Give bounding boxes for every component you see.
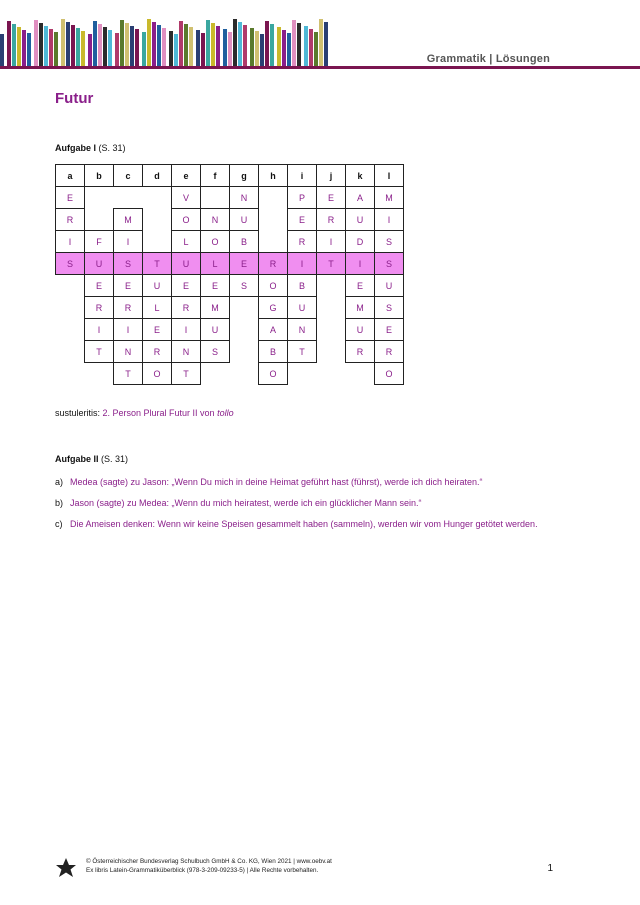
grid-letter-cell: B bbox=[288, 275, 317, 297]
crossword-grid bbox=[55, 164, 404, 385]
grid-letter-cell: S bbox=[56, 253, 85, 275]
grid-letter-cell: U bbox=[172, 253, 201, 275]
grid-solution-row bbox=[56, 253, 404, 275]
book-spine bbox=[287, 33, 291, 68]
book-spine bbox=[179, 21, 183, 68]
grid-letter-cell: I bbox=[56, 231, 85, 253]
grid-letter-cell: V bbox=[172, 187, 201, 209]
grid-empty-cell bbox=[56, 319, 85, 341]
grid-letter-cell: N bbox=[230, 187, 259, 209]
answer-c bbox=[55, 518, 555, 530]
grid-row bbox=[56, 187, 404, 209]
grid-empty-cell bbox=[346, 363, 375, 385]
book-spine bbox=[98, 24, 102, 68]
grid-empty-cell bbox=[317, 319, 346, 341]
book-spine bbox=[238, 22, 242, 68]
grid-letter-cell: L bbox=[172, 231, 201, 253]
book-spine bbox=[255, 31, 259, 68]
grid-empty-cell bbox=[56, 363, 85, 385]
answer-text: Medea (sagte) zu Jason: „Wenn Du mich in deine Heimat geführt hast (führst), werde ich dich heiraten.“ bbox=[70, 477, 483, 487]
grid-letter-cell: E bbox=[201, 275, 230, 297]
grid-letter-cell: M bbox=[346, 297, 375, 319]
bookshelf-banner bbox=[0, 18, 330, 68]
grid-letter-cell: I bbox=[85, 319, 114, 341]
answer-b bbox=[55, 497, 555, 509]
solution-line bbox=[55, 408, 234, 418]
book-spine bbox=[125, 23, 129, 68]
answer-text: Die Ameisen denken: Wenn wir keine Speisen gesammelt haben (sammeln), werden wir vom Hunger getötet werden. bbox=[70, 519, 538, 529]
grid-letter-cell: I bbox=[288, 253, 317, 275]
grid-letter-cell: M bbox=[114, 209, 143, 231]
grid-letter-cell: U bbox=[143, 275, 172, 297]
book-spine bbox=[265, 21, 269, 68]
grid-letter-cell: O bbox=[143, 363, 172, 385]
book-spine bbox=[314, 32, 318, 68]
grid-empty-cell bbox=[317, 297, 346, 319]
grid-letter-cell: S bbox=[375, 253, 404, 275]
grid-column-header: g bbox=[230, 165, 259, 187]
grid-letter-cell: R bbox=[143, 341, 172, 363]
grid-letter-cell: O bbox=[375, 363, 404, 385]
grid-empty-cell bbox=[259, 209, 288, 231]
grid-row bbox=[56, 297, 404, 319]
book-spine bbox=[130, 26, 134, 68]
book-spine bbox=[201, 33, 205, 68]
grid-column-header: h bbox=[259, 165, 288, 187]
grid-letter-cell: B bbox=[230, 231, 259, 253]
book-spine bbox=[174, 34, 178, 68]
grid-letter-cell: R bbox=[114, 297, 143, 319]
grid-letter-cell: N bbox=[172, 341, 201, 363]
header-title: Grammatik | Lösungen bbox=[426, 53, 550, 65]
task2-heading bbox=[55, 454, 128, 464]
grid-letter-cell: A bbox=[259, 319, 288, 341]
grid-empty-cell bbox=[317, 341, 346, 363]
book-spine bbox=[216, 26, 220, 68]
grid-letter-cell: U bbox=[230, 209, 259, 231]
grid-letter-cell: E bbox=[375, 319, 404, 341]
book-spine bbox=[7, 21, 11, 68]
solution-verb: tollo bbox=[217, 408, 234, 418]
book-spine bbox=[260, 34, 264, 68]
book-spine bbox=[270, 24, 274, 68]
book-spine bbox=[184, 24, 188, 68]
book-spine bbox=[304, 26, 308, 68]
grid-letter-cell: L bbox=[201, 253, 230, 275]
grid-letter-cell: N bbox=[288, 319, 317, 341]
grid-empty-cell bbox=[230, 341, 259, 363]
book-spine bbox=[0, 34, 4, 68]
answer-letter: c) bbox=[55, 519, 63, 529]
grid-letter-cell: A bbox=[346, 187, 375, 209]
grid-letter-cell: R bbox=[56, 209, 85, 231]
grid-letter-cell: I bbox=[114, 231, 143, 253]
book-spine bbox=[206, 20, 210, 68]
grid-empty-cell bbox=[259, 231, 288, 253]
footer-copyright bbox=[86, 857, 332, 875]
book-spine bbox=[93, 21, 97, 68]
grid-letter-cell: E bbox=[143, 319, 172, 341]
book-spine bbox=[108, 30, 112, 68]
grid-letter-cell: M bbox=[375, 187, 404, 209]
grid-letter-cell: U bbox=[375, 275, 404, 297]
grid-letter-cell: U bbox=[85, 253, 114, 275]
answer-letter: a) bbox=[55, 477, 64, 487]
grid-letter-cell: E bbox=[288, 209, 317, 231]
grid-empty-cell bbox=[143, 209, 172, 231]
grid-letter-cell: O bbox=[259, 275, 288, 297]
grid-column-header: a bbox=[56, 165, 85, 187]
grid-empty-cell bbox=[201, 363, 230, 385]
book-spine bbox=[211, 23, 215, 68]
book-spine bbox=[39, 23, 43, 68]
grid-letter-cell: U bbox=[346, 319, 375, 341]
book-spine bbox=[233, 19, 237, 68]
page-number: 1 bbox=[547, 863, 553, 874]
book-spine bbox=[152, 22, 156, 68]
grid-letter-cell: I bbox=[172, 319, 201, 341]
book-spine bbox=[66, 22, 70, 68]
book-spine bbox=[61, 19, 65, 68]
book-spine bbox=[319, 19, 323, 68]
grid-column-header: d bbox=[143, 165, 172, 187]
grid-letter-cell: S bbox=[201, 341, 230, 363]
task1-heading-pages: (S. 31) bbox=[96, 143, 126, 153]
book-spine bbox=[228, 32, 232, 68]
grid-letter-cell: I bbox=[346, 253, 375, 275]
book-spine bbox=[189, 27, 193, 68]
grid-letter-cell: R bbox=[259, 253, 288, 275]
grid-row bbox=[56, 363, 404, 385]
grid-empty-cell bbox=[230, 319, 259, 341]
grid-empty-cell bbox=[85, 209, 114, 231]
grid-letter-cell: S bbox=[375, 297, 404, 319]
grid-letter-cell: G bbox=[259, 297, 288, 319]
grid-letter-cell: E bbox=[56, 187, 85, 209]
book-spine bbox=[157, 25, 161, 68]
book-spine bbox=[81, 31, 85, 68]
grid-letter-cell: E bbox=[230, 253, 259, 275]
grid-letter-cell: T bbox=[317, 253, 346, 275]
grid-letter-cell: O bbox=[172, 209, 201, 231]
book-spine bbox=[292, 20, 296, 68]
grid-letter-cell: E bbox=[85, 275, 114, 297]
task2-heading-pages: (S. 31) bbox=[98, 454, 129, 464]
grid-letter-cell: T bbox=[288, 341, 317, 363]
grid-empty-cell bbox=[85, 363, 114, 385]
book-spine bbox=[54, 32, 58, 68]
grid-letter-cell: L bbox=[143, 297, 172, 319]
book-spine bbox=[309, 29, 313, 68]
grid-empty-cell bbox=[230, 297, 259, 319]
grid-letter-cell: R bbox=[317, 209, 346, 231]
grid-letter-cell: U bbox=[288, 297, 317, 319]
grid-letter-cell: I bbox=[375, 209, 404, 231]
grid-letter-cell: R bbox=[85, 297, 114, 319]
answer-text: Jason (sagte) zu Medea: „Wenn du mich heiratest, werde ich ein glücklicher Mann sein.“ bbox=[70, 498, 422, 508]
grid-letter-cell: P bbox=[288, 187, 317, 209]
grid-row bbox=[56, 341, 404, 363]
grid-empty-cell bbox=[56, 297, 85, 319]
book-spine bbox=[17, 27, 21, 68]
grid-letter-cell: R bbox=[288, 231, 317, 253]
grid-letter-cell: R bbox=[172, 297, 201, 319]
grid-column-header: e bbox=[172, 165, 201, 187]
grid-empty-cell bbox=[56, 275, 85, 297]
grid-empty-cell bbox=[114, 187, 143, 209]
book-spine bbox=[135, 29, 139, 68]
grid-letter-cell: O bbox=[259, 363, 288, 385]
task2-heading-bold: Aufgabe II bbox=[55, 454, 99, 464]
grid-letter-cell: T bbox=[172, 363, 201, 385]
answers-list bbox=[55, 476, 555, 539]
task1-heading-bold: Aufgabe I bbox=[55, 143, 97, 153]
grid-letter-cell: D bbox=[346, 231, 375, 253]
grid-column-header: l bbox=[375, 165, 404, 187]
book-spine bbox=[297, 23, 301, 68]
book-spine bbox=[142, 32, 146, 68]
grid-row bbox=[56, 319, 404, 341]
grid-letter-cell: E bbox=[317, 187, 346, 209]
book-spine bbox=[49, 29, 53, 68]
grid-row bbox=[56, 209, 404, 231]
book-spine bbox=[12, 24, 16, 68]
book-spine bbox=[71, 25, 75, 68]
grid-empty-cell bbox=[317, 275, 346, 297]
grid-letter-cell: M bbox=[201, 297, 230, 319]
grid-column-header: b bbox=[85, 165, 114, 187]
header-rule bbox=[0, 66, 640, 69]
grid-letter-cell: F bbox=[85, 231, 114, 253]
task1-heading bbox=[55, 143, 126, 153]
grid-letter-cell: T bbox=[85, 341, 114, 363]
footer-line-1: © Österreichischer Bundesverlag Schulbuch GmbH & Co. KG, Wien 2021 | www.oebv.at bbox=[86, 858, 332, 865]
grid-letter-cell: R bbox=[346, 341, 375, 363]
grid-letter-cell: N bbox=[201, 209, 230, 231]
grid-column-header: i bbox=[288, 165, 317, 187]
grid-letter-cell: E bbox=[172, 275, 201, 297]
book-spine bbox=[27, 33, 31, 68]
grid-letter-cell: S bbox=[230, 275, 259, 297]
grid-letter-cell: T bbox=[143, 253, 172, 275]
grid-column-header: f bbox=[201, 165, 230, 187]
book-spine bbox=[196, 30, 200, 68]
grid-letter-cell: O bbox=[201, 231, 230, 253]
book-spine bbox=[169, 31, 173, 68]
book-spine bbox=[120, 20, 124, 68]
grid-column-header: c bbox=[114, 165, 143, 187]
grid-empty-cell bbox=[143, 231, 172, 253]
book-spine bbox=[277, 27, 281, 68]
grid-row bbox=[56, 231, 404, 253]
footer-line-2: Ex libris Latein-Grammatiküberblick (978-3-209-09233-5) | Alle Rechte vorbehalten. bbox=[86, 867, 319, 874]
grid-letter-cell: B bbox=[259, 341, 288, 363]
book-spine bbox=[162, 28, 166, 68]
grid-empty-cell bbox=[85, 187, 114, 209]
book-spine bbox=[22, 30, 26, 68]
grid-empty-cell bbox=[259, 187, 288, 209]
solution-word: sustuleritis: bbox=[55, 408, 103, 418]
publisher-logo-icon bbox=[55, 857, 77, 879]
grid-letter-cell: T bbox=[114, 363, 143, 385]
grid-empty-cell bbox=[288, 363, 317, 385]
answer-letter: b) bbox=[55, 498, 64, 508]
book-spine bbox=[44, 26, 48, 68]
book-spine bbox=[115, 33, 119, 68]
grid-column-header: j bbox=[317, 165, 346, 187]
grid-empty-cell bbox=[317, 363, 346, 385]
book-spine bbox=[76, 28, 80, 68]
book-spine bbox=[34, 20, 38, 68]
solution-text: 2. Person Plural Futur II von bbox=[102, 408, 218, 418]
grid-letter-cell: E bbox=[114, 275, 143, 297]
grid-letter-cell: I bbox=[317, 231, 346, 253]
answer-a bbox=[55, 476, 555, 488]
grid-column-header: k bbox=[346, 165, 375, 187]
grid-letter-cell: N bbox=[114, 341, 143, 363]
book-spine bbox=[282, 30, 286, 68]
grid-letter-cell: I bbox=[114, 319, 143, 341]
grid-letter-cell: U bbox=[201, 319, 230, 341]
grid-row bbox=[56, 275, 404, 297]
grid-letter-cell: S bbox=[375, 231, 404, 253]
grid-letter-cell: U bbox=[346, 209, 375, 231]
book-spine bbox=[103, 27, 107, 68]
grid-empty-cell bbox=[201, 187, 230, 209]
page-title: Futur bbox=[55, 90, 94, 107]
book-spine bbox=[243, 25, 247, 68]
book-spine bbox=[147, 19, 151, 68]
grid-empty-cell bbox=[56, 341, 85, 363]
book-spine bbox=[88, 34, 92, 68]
grid-letter-cell: S bbox=[114, 253, 143, 275]
grid-letter-cell: E bbox=[346, 275, 375, 297]
grid-letter-cell: R bbox=[375, 341, 404, 363]
book-spine bbox=[324, 22, 328, 68]
book-spine bbox=[223, 29, 227, 68]
grid-empty-cell bbox=[143, 187, 172, 209]
grid-empty-cell bbox=[230, 363, 259, 385]
book-spine bbox=[250, 28, 254, 68]
